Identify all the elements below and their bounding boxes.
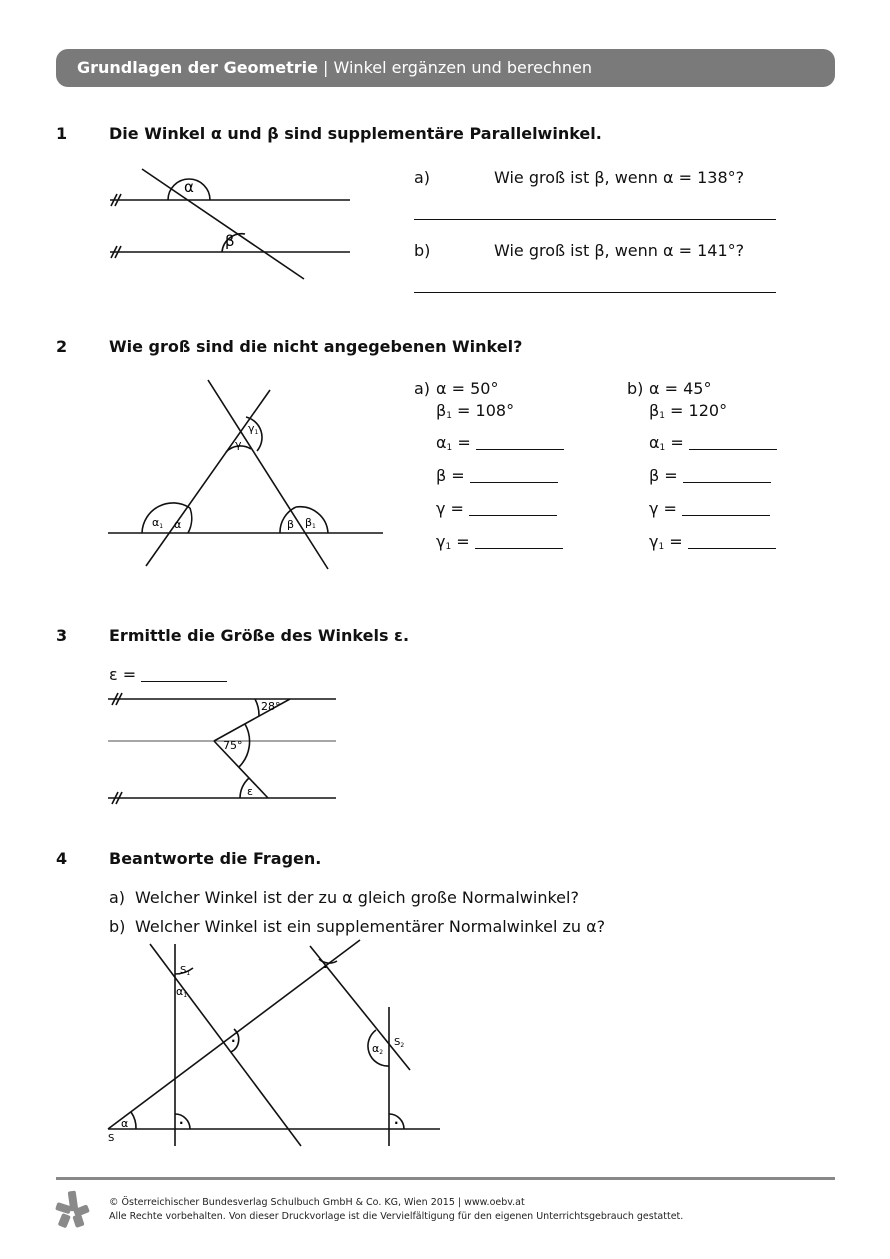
task-2-number: 2: [56, 337, 68, 356]
task-3-answer[interactable]: ε =: [109, 665, 227, 684]
task-1b-answer-line[interactable]: [414, 292, 776, 293]
task-2-label-beta1: β1: [305, 516, 316, 530]
task-4-right-angle-dot-2: ·: [394, 1116, 399, 1130]
header-bar: [56, 49, 835, 87]
task-2b-ask-gamma[interactable]: γ =: [649, 499, 770, 518]
task-3-number: 3: [56, 626, 68, 645]
task-2a-ask-gamma1[interactable]: $\gamma_1$ =: [436, 532, 563, 552]
task-4-number: 4: [56, 849, 68, 868]
task-2-label-beta: β: [287, 518, 295, 531]
header-separator: |: [317, 58, 334, 77]
task-4-label-alpha2: α2: [372, 1042, 384, 1056]
task-2-label-alpha1: α1: [152, 516, 164, 530]
task-3-label-28: 28°: [261, 700, 281, 713]
task-1-label-beta: β: [225, 232, 235, 250]
task-2a-ask-beta[interactable]: β =: [436, 466, 558, 485]
task-1-title: Die Winkel α und β sind supplementäre Parallelwinkel.: [109, 124, 602, 143]
task-4-figure: [100, 936, 450, 1151]
task-4-right-angle-dot-1: ·: [179, 1116, 184, 1130]
task-2a-given-alpha: α = 50°: [436, 379, 499, 398]
task-4-label-alpha: α: [121, 1117, 129, 1130]
task-2b-label: b): [627, 379, 644, 398]
task-4b-question: Welcher Winkel ist ein supplementärer Normalwinkel zu α?: [135, 917, 606, 936]
task-2b-ask-beta[interactable]: β =: [649, 466, 771, 485]
footer-rights: Alle Rechte vorbehalten. Von dieser Druckvorlage ist die Vervielfältigung für den eigenen Unterrichtsgebrauch gestattet.: [109, 1211, 684, 1222]
publisher-logo-icon: [54, 1190, 92, 1228]
task-4a-label: a): [109, 888, 126, 907]
task-3-label-epsilon: ε: [247, 785, 253, 798]
task-1b-label: b): [414, 241, 431, 260]
task-1b-question: Wie groß ist β, wenn α = 141°?: [494, 241, 745, 260]
task-2-figure: [100, 370, 390, 580]
task-4b-label: b): [109, 917, 126, 936]
footer-divider: [56, 1177, 835, 1180]
task-2b-ask-gamma1[interactable]: $\gamma_1$ =: [649, 532, 776, 552]
task-4-right-angle-dot-4: ·: [323, 960, 328, 974]
task-4-label-S: S: [108, 1133, 115, 1144]
task-2b-given-alpha: α = 45°: [649, 379, 712, 398]
task-2-label-gamma: γ: [235, 438, 242, 451]
task-1-label-alpha: α: [184, 178, 194, 196]
task-2b-given-beta1: $\beta_1 = 120^\circ$: [649, 401, 728, 421]
task-3-title: Ermittle die Größe des Winkels ε.: [109, 626, 410, 645]
task-2a-label: a): [414, 379, 431, 398]
task-4-right-angle-dot-3: ·: [231, 1034, 236, 1048]
task-4-title: Beantworte die Fragen.: [109, 849, 322, 868]
task-1a-answer-line[interactable]: [414, 219, 776, 220]
task-1-number: 1: [56, 124, 68, 143]
header-topic: Grundlagen der Geometrie: [77, 58, 318, 77]
task-1-figure: [100, 160, 360, 285]
task-2b-ask-alpha1[interactable]: $\alpha_1$ =: [649, 433, 777, 453]
header-subtitle: Winkel ergänzen und berechnen: [333, 58, 593, 77]
task-4a-question: Welcher Winkel ist der zu α gleich große Normalwinkel?: [135, 888, 579, 907]
task-1a-label: a): [414, 168, 431, 187]
task-1a-question: Wie groß ist β, wenn α = 138°?: [494, 168, 745, 187]
task-2-label-gamma1: γ1: [248, 422, 259, 436]
task-4-label-S1: $S_1$: [180, 965, 191, 977]
task-2a-ask-gamma[interactable]: γ =: [436, 499, 557, 518]
task-2-label-alpha: α: [174, 518, 182, 531]
task-3-label-75: 75°: [223, 739, 243, 752]
task-4-label-S2: $S_2$: [394, 1037, 405, 1049]
task-2a-given-beta1: $\beta_1 = 108^\circ$: [436, 401, 515, 421]
task-3-figure: [100, 688, 345, 810]
task-2a-ask-alpha1[interactable]: $\alpha_1$ =: [436, 433, 564, 453]
footer-copyright: © Österreichischer Bundesverlag Schulbuch GmbH & Co. KG, Wien 2015 | www.oebv.at: [109, 1197, 525, 1208]
task-2-title: Wie groß sind die nicht angegebenen Winkel?: [109, 337, 523, 356]
task-4-label-alpha1: α1: [176, 985, 188, 999]
